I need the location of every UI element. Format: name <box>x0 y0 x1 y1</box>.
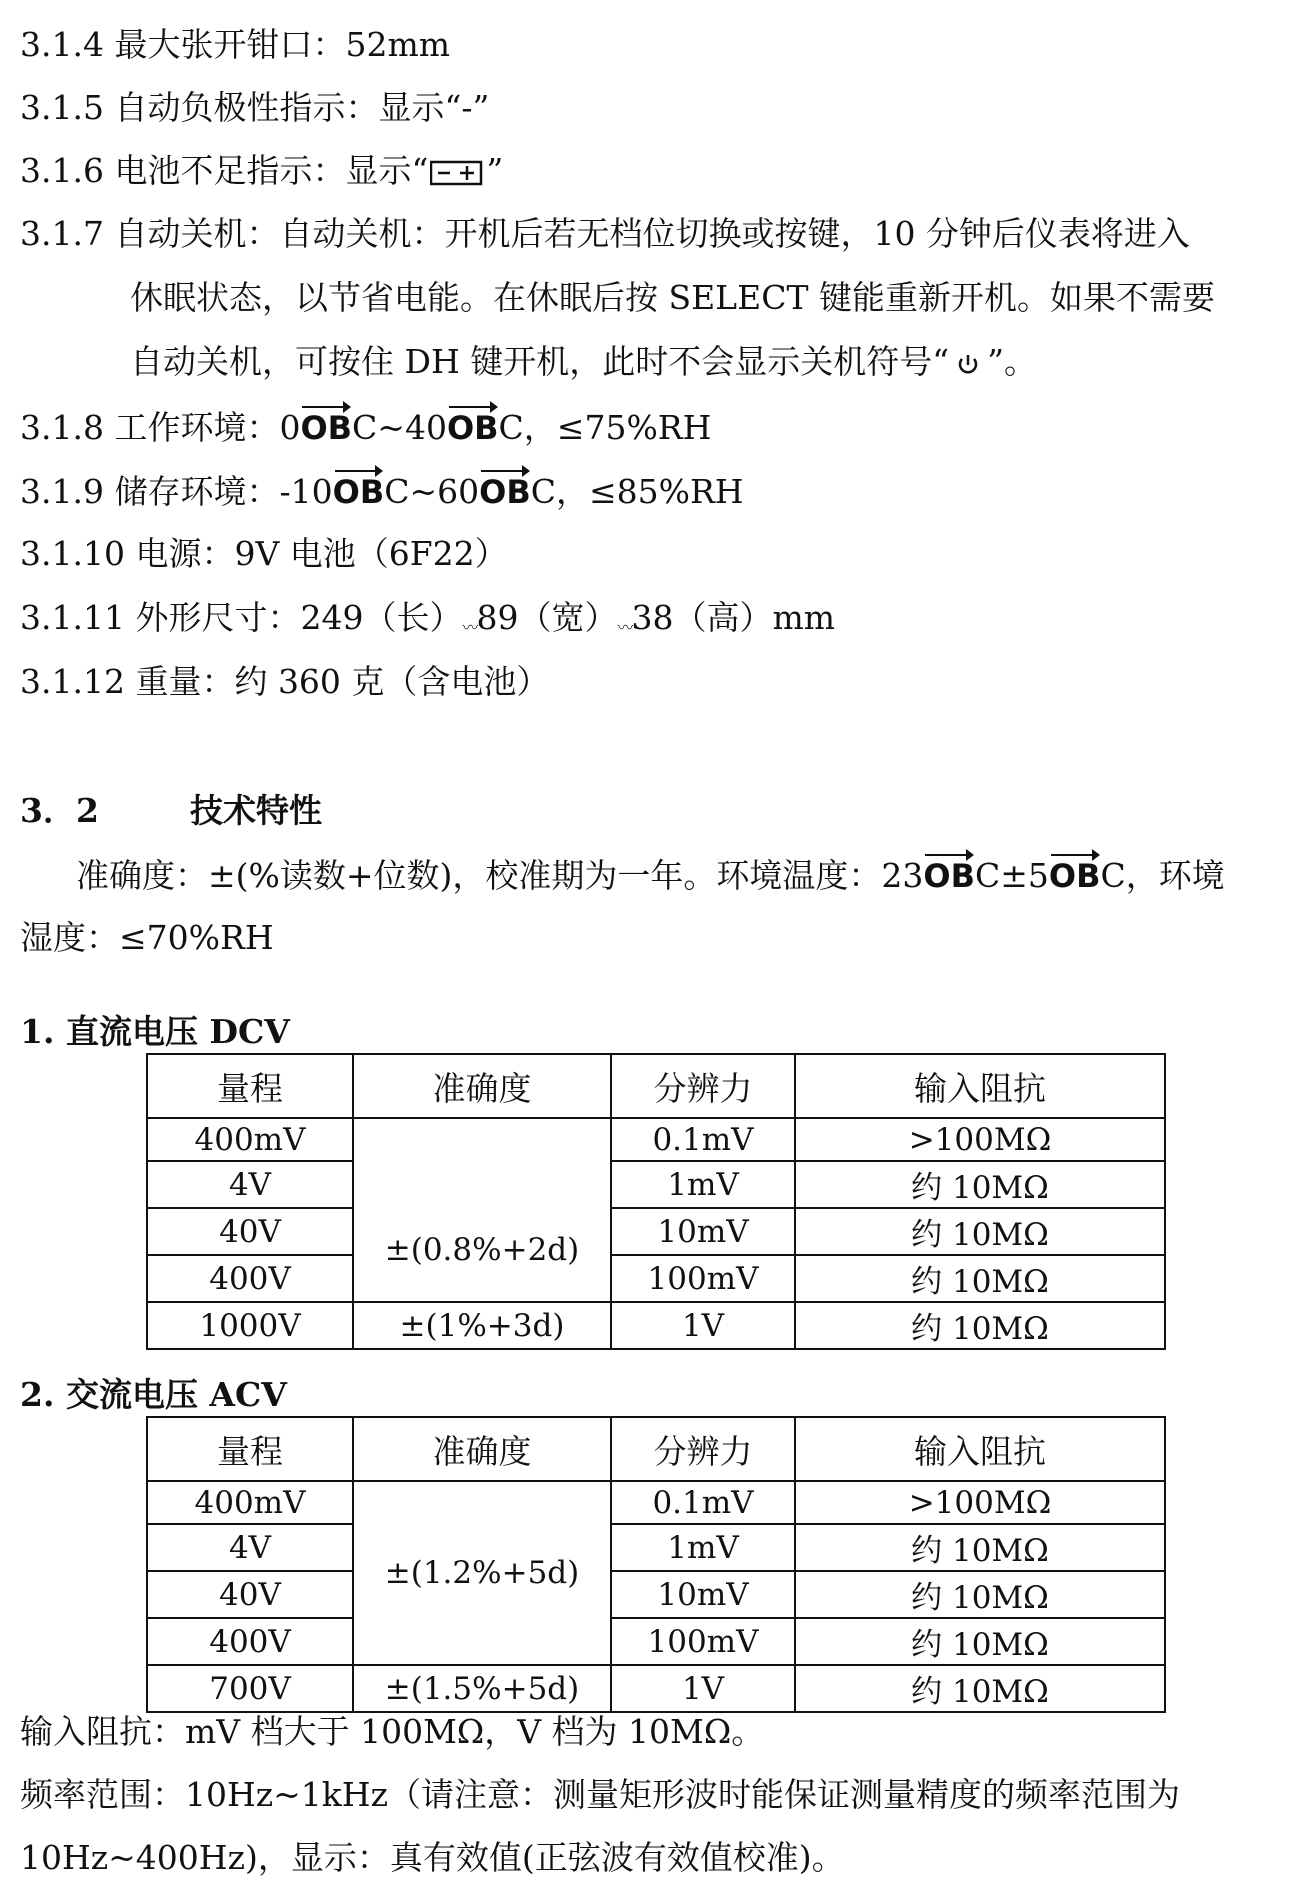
degree-symbol: OB <box>447 404 499 450</box>
dcv-title: 1. 直流电压 DCV <box>20 1012 290 1051</box>
storage-env-text-2: C~60 <box>384 472 480 511</box>
cell-range: 700V <box>147 1665 353 1712</box>
cell-range: 4V <box>147 1524 353 1571</box>
spec-line-storage-env <box>20 468 744 514</box>
cell-range: 40V <box>147 1208 353 1255</box>
table-row <box>147 1618 1165 1665</box>
cell-accuracy: ±(1.5%+5d) <box>353 1665 611 1712</box>
table-row <box>147 1571 1165 1618</box>
storage-env-text-1: 3.1.9 储存环境：-10 <box>20 472 333 511</box>
header-resolution: 分辨力 <box>611 1054 795 1118</box>
table-row <box>147 1524 1165 1571</box>
cell-impedance: >100MΩ <box>795 1481 1165 1524</box>
cell-range: 400mV <box>147 1118 353 1161</box>
table-header-row <box>147 1417 1165 1481</box>
accuracy-text-2: C±5 <box>975 856 1049 895</box>
auto-off-text: 自动关机，可按住 DH 键开机，此时不会显示关机符号“ <box>130 342 950 381</box>
cell-range: 400mV <box>147 1481 353 1524</box>
cell-resolution: 100mV <box>611 1618 795 1665</box>
cell-accuracy: ±(1.2%+5d) <box>353 1481 611 1665</box>
spec-line-dimensions <box>20 596 835 650</box>
cell-resolution: 100mV <box>611 1255 795 1302</box>
table-row <box>147 1118 1165 1161</box>
cell-range: 4V <box>147 1161 353 1208</box>
battery-icon <box>430 154 484 182</box>
spec-line-max-jaw: 3.1.4 最大张开钳口：52mm <box>20 25 451 64</box>
spec-line-power: 3.1.10 电源：9V 电池（6F22） <box>20 534 508 573</box>
cell-impedance: >100MΩ <box>795 1118 1165 1161</box>
cell-resolution: 1mV <box>611 1161 795 1208</box>
cell-impedance: 约 10MΩ <box>795 1571 1165 1618</box>
cell-resolution: 10mV <box>611 1571 795 1618</box>
header-accuracy: 准确度 <box>353 1417 611 1481</box>
table-row <box>147 1302 1165 1349</box>
low-battery-text-end: ” <box>486 151 504 190</box>
table-row <box>147 1481 1165 1524</box>
operating-env-text-3: C，≤75%RH <box>498 408 712 447</box>
cell-resolution: 1V <box>611 1665 795 1712</box>
cell-impedance: 约 10MΩ <box>795 1208 1165 1255</box>
header-range: 量程 <box>147 1054 353 1118</box>
dimensions-text-2: 89（宽） <box>476 598 618 637</box>
accuracy-text-1: 准确度：±(%读数+位数)，校准期为一年。环境温度：23 <box>76 856 924 895</box>
cell-impedance: 约 10MΩ <box>795 1302 1165 1349</box>
table-row <box>147 1665 1165 1712</box>
table-row <box>147 1255 1165 1302</box>
header-impedance: 输入阻抗 <box>795 1417 1165 1481</box>
section-number: 3．2 <box>20 791 99 830</box>
header-impedance: 输入阻抗 <box>795 1054 1165 1118</box>
spec-line-polarity: 3.1.5 自动负极性指示：显示“-” <box>20 88 490 127</box>
cell-impedance: 约 10MΩ <box>795 1665 1165 1712</box>
cell-range: 400V <box>147 1255 353 1302</box>
cell-impedance: 约 10MΩ <box>795 1255 1165 1302</box>
auto-off-text-end: ”。 <box>987 342 1037 381</box>
cell-range: 1000V <box>147 1302 353 1349</box>
dcv-table <box>146 1053 1166 1350</box>
spec-line-auto-off-2: 休眠状态，以节省电能。在休眠后按 SELECT 键能重新开机。如果不需要 <box>130 278 1215 317</box>
cell-impedance: 约 10MΩ <box>795 1161 1165 1208</box>
cell-impedance: 约 10MΩ <box>795 1524 1165 1571</box>
low-battery-text: 3.1.6 电池不足指示：显示“ <box>20 151 429 190</box>
accuracy-line-2: 湿度：≤70%RH <box>20 918 274 957</box>
spec-line-operating-env <box>20 404 711 450</box>
degree-symbol: OB <box>300 404 352 450</box>
dimensions-text-3: 38（高）mm <box>631 598 836 637</box>
accuracy-line-1 <box>76 852 1225 898</box>
cell-resolution: 0.1mV <box>611 1118 795 1161</box>
header-accuracy: 准确度 <box>353 1054 611 1118</box>
cell-resolution: 10mV <box>611 1208 795 1255</box>
cell-accuracy: ±(1%+3d) <box>353 1302 611 1349</box>
note-input-impedance: 输入阻抗：mV 档大于 100MΩ，V 档为 10MΩ。 <box>20 1712 765 1751</box>
spec-line-weight: 3.1.12 重量：约 360 克（含电池） <box>20 662 550 701</box>
power-icon <box>953 346 983 376</box>
table-row <box>147 1208 1165 1255</box>
cell-resolution: 1V <box>611 1302 795 1349</box>
cell-accuracy: ±(0.8%+2d) <box>353 1118 611 1302</box>
acv-title: 2. 交流电压 ACV <box>20 1375 287 1414</box>
header-range: 量程 <box>147 1417 353 1481</box>
operating-env-text-2: C~40 <box>352 408 447 447</box>
degree-symbol: OB <box>1049 852 1101 898</box>
spec-line-auto-off-3 <box>130 340 1037 384</box>
cell-range: 400V <box>147 1618 353 1665</box>
times-symbol: 〰 <box>462 618 477 637</box>
cell-range: 40V <box>147 1571 353 1618</box>
degree-symbol: OB <box>479 468 531 514</box>
times-symbol: 〰 <box>617 618 632 637</box>
note-frequency-range: 频率范围：10Hz~1kHz（请注意：测量矩形波时能保证测量精度的频率范围为 <box>20 1775 1180 1814</box>
cell-resolution: 1mV <box>611 1524 795 1571</box>
spec-line-auto-off-1: 3.1.7 自动关机：自动关机：开机后若无档位切换或按键，10 分钟后仪表将进入 <box>20 214 1190 253</box>
section-title: 技术特性 <box>190 791 322 830</box>
storage-env-text-3: C，≤85%RH <box>530 472 744 511</box>
acv-table <box>146 1416 1166 1713</box>
note-frequency-range-cont: 10Hz~400Hz)，显示：真有效值(正弦波有效值校准)。 <box>20 1838 845 1877</box>
cell-resolution: 0.1mV <box>611 1481 795 1524</box>
degree-symbol: OB <box>333 468 385 514</box>
header-resolution: 分辨力 <box>611 1417 795 1481</box>
dimensions-text-1: 3.1.11 外形尺寸：249（长） <box>20 598 463 637</box>
cell-impedance: 约 10MΩ <box>795 1618 1165 1665</box>
accuracy-text-3: C，环境 <box>1100 856 1225 895</box>
operating-env-text-1: 3.1.8 工作环境：0 <box>20 408 301 447</box>
spec-line-low-battery <box>20 149 503 193</box>
table-row <box>147 1161 1165 1208</box>
table-header-row <box>147 1054 1165 1118</box>
degree-symbol: OB <box>923 852 975 898</box>
